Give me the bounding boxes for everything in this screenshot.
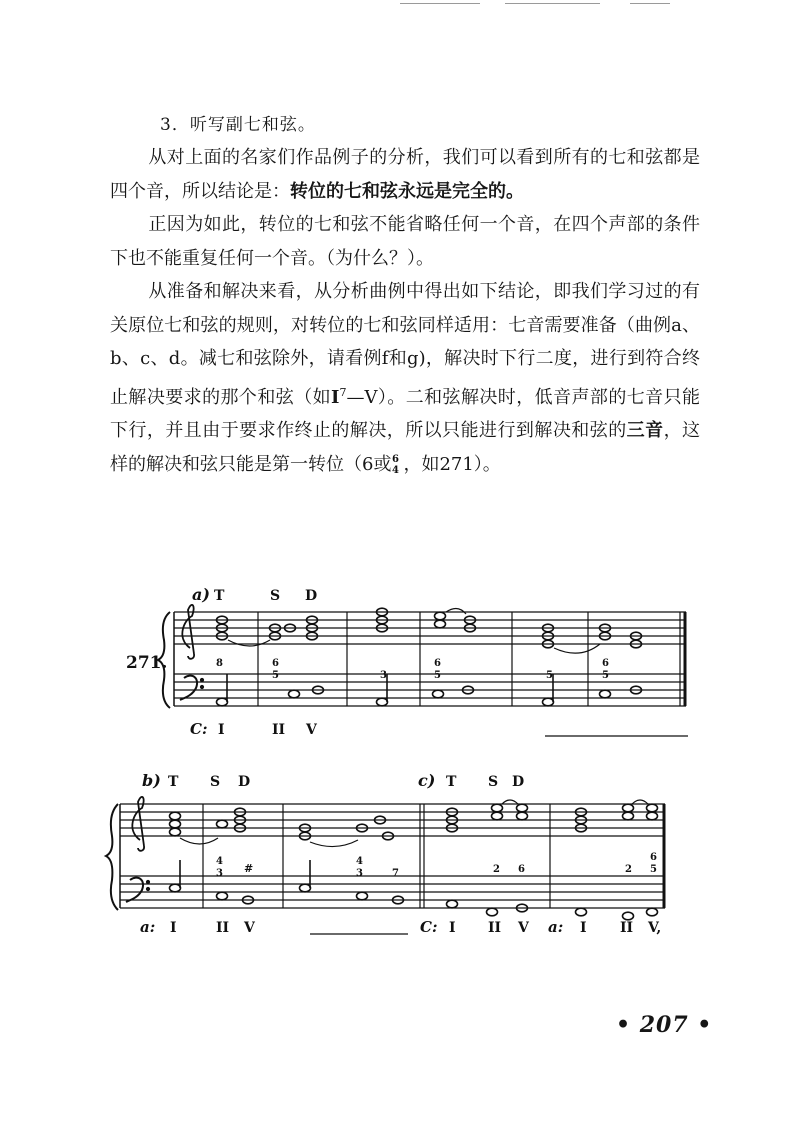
key-C: C: <box>190 720 208 738</box>
fig-b3b: 3 <box>356 868 363 879</box>
fig-d7: 2 <box>625 864 632 875</box>
function-S-c: S <box>488 774 499 790</box>
top-rule-right <box>505 3 600 4</box>
label-c: c) <box>418 771 436 790</box>
fig-2a: 6 <box>272 658 279 669</box>
paragraph-3-text-a: 从准备和解决来看，从分析曲例中得出如下结论，即我们学习过的有关原位七和弦的规则，对转位的七和弦同样适用：七音需要准备（曲例a、b、c、d。减七和弦除外，请看例f和g)，解决时下行二度，进行到符合终止解决要求的那个和弦（如 <box>110 281 700 408</box>
degree-II-c: II <box>488 920 502 936</box>
paragraph-1-conclusion: 转位的七和弦永远是完全的。 <box>290 180 524 202</box>
fig-b1a: 4 <box>216 856 223 867</box>
degree-V: V <box>306 722 317 738</box>
music-example-271 <box>0 560 800 1000</box>
degree-V-d: V, <box>648 920 662 936</box>
degree-II-b: II <box>216 920 230 936</box>
top-rule-short <box>630 3 670 4</box>
paragraph-3-sup: 7 <box>339 385 347 399</box>
fig-b4: 7 <box>392 868 399 879</box>
fig-d8a: 6 <box>650 852 657 863</box>
function-T-c: T <box>446 774 457 790</box>
paragraph-3-text-b: —V）。二和弦解决时，低音声部的七音只能下行，并且由于要求作终止的解决，所以只能进行到解决和弦的 <box>110 386 700 441</box>
key-a: a: <box>140 918 156 936</box>
system-2-labels <box>140 771 661 936</box>
fig-b3a: 4 <box>356 856 363 867</box>
fig-b1b: 3 <box>216 868 223 879</box>
function-D: D <box>305 588 318 604</box>
function-S: S <box>270 588 281 604</box>
paragraph-3-roman: I <box>331 386 340 408</box>
fig-c6: 6 <box>518 864 525 875</box>
fig-3: 3 <box>380 670 387 681</box>
fig-4b: 5 <box>434 670 441 681</box>
system-1-labels <box>126 585 688 738</box>
page-number: • 207 • <box>616 1012 713 1038</box>
system-1 <box>158 605 686 708</box>
degree-V-b: V <box>244 920 255 936</box>
degree-I: I <box>218 722 225 738</box>
fig-6b: 5 <box>602 670 609 681</box>
figured-bass-6-4-glyph <box>391 453 403 475</box>
paragraph-3-bold: 三音 <box>626 420 664 441</box>
degree-I-b: I <box>170 920 177 936</box>
degree-II-d: II <box>620 920 634 936</box>
label-a: a) <box>192 585 210 604</box>
paragraph-2 <box>110 208 700 275</box>
fig-2b: 5 <box>272 670 279 681</box>
paragraph-1 <box>110 141 700 208</box>
fig-b2: # <box>244 862 254 875</box>
system-2-notes <box>170 800 658 920</box>
paragraph-2-text: 正因为如此，转位的七和弦不能省略任何一个音，在四个声部的条件下也不能重复任何一个音。（为什么？）。 <box>110 214 700 269</box>
system-2 <box>106 797 665 910</box>
function-T: T <box>214 588 225 604</box>
label-b: b) <box>142 771 161 790</box>
function-S-b: S <box>210 774 221 790</box>
degree-II: II <box>272 722 286 738</box>
function-D-b: D <box>238 774 251 790</box>
paragraph-1-text: 从对上面的名家们作品例子的分析，我们可以看到所有的七和弦都是四个音，所以结论是： <box>110 147 700 202</box>
svg-text:4: 4 <box>392 464 400 475</box>
fig-5: 5 <box>546 670 553 681</box>
function-T-b: T <box>168 774 179 790</box>
section-title: 3．听写副七和弦。 <box>160 115 316 135</box>
fig-d8b: 5 <box>650 864 657 875</box>
degree-I-c: I <box>449 920 456 936</box>
fig-1: 8 <box>216 658 223 669</box>
paragraph-3 <box>110 275 700 481</box>
key-a-d: a: <box>548 918 564 936</box>
system-1-notes <box>217 608 642 706</box>
function-D-c: D <box>512 774 525 790</box>
fig-4a: 6 <box>434 658 441 669</box>
example-number: 271. <box>126 653 168 673</box>
degree-V-c: V <box>518 920 529 936</box>
svg-text:6: 6 <box>392 453 400 465</box>
degree-I-d: I <box>580 920 587 936</box>
key-C-c: C: <box>420 918 438 936</box>
fig-6a: 6 <box>602 658 609 669</box>
paragraph-3-text-d: ，如271）。 <box>403 453 501 475</box>
paragraph-3-text-c: ，这样的解决和弦只能是第一转位（6或 <box>110 420 701 475</box>
top-rule-left <box>400 3 480 4</box>
fig-c5: 2 <box>493 864 500 875</box>
